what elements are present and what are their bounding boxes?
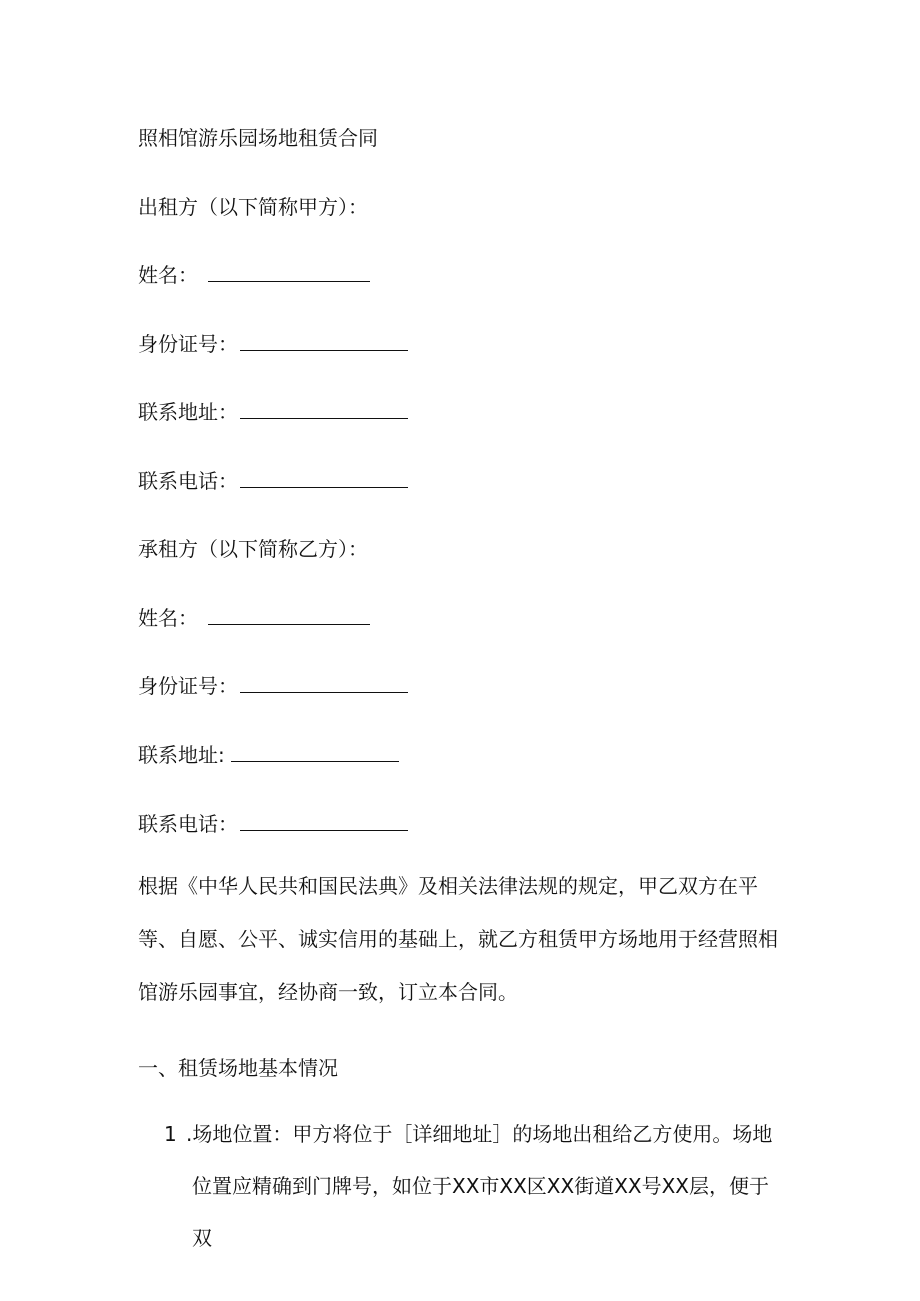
intro-paragraph — [138, 860, 788, 1019]
lessee-phone-blank[interactable] — [240, 812, 408, 831]
intro-line: 根据《中华人民共和国民法典》及相关法律法规的规定，甲乙双方在平 — [138, 874, 758, 898]
lessor-id-label: 身份证号： — [138, 332, 238, 356]
lessor-phone-blank[interactable] — [240, 469, 408, 488]
lessor-id-blank[interactable] — [240, 332, 408, 351]
lessee-address-row — [138, 741, 399, 769]
lessee-id-label: 身份证号： — [138, 674, 238, 698]
lessor-phone-label: 联系电话： — [138, 469, 238, 493]
lessor-name-row — [138, 261, 370, 289]
section-heading: 一、租赁场地基本情况 — [138, 1056, 338, 1080]
item-number: 1 — [164, 1122, 177, 1146]
lessor-phone-row — [138, 467, 408, 495]
lessor-address-blank[interactable] — [240, 400, 408, 419]
lessor-name-blank[interactable] — [208, 263, 370, 282]
intro-line: 馆游乐园事宜，经协商一致，订立本合同。 — [138, 980, 518, 1004]
lessee-address-blank[interactable] — [231, 743, 399, 762]
lessee-id-row — [138, 672, 408, 700]
intro-line: 等、自愿、公平、诚实信用的基础上，就乙方租赁甲方场地用于经营照相 — [138, 927, 778, 951]
lessor-address-label: 联系地址： — [138, 400, 238, 424]
lessor-name-label: 姓名： — [138, 263, 198, 287]
lessee-phone-row — [138, 810, 408, 838]
lessee-id-blank[interactable] — [240, 674, 408, 693]
item-line: .场地位置：甲方将位于［详细地址］的场地出租给乙方使用。场地 — [186, 1122, 773, 1146]
lessee-heading: 承租方（以下简称乙方）： — [138, 537, 368, 561]
lessor-address-row — [138, 398, 408, 426]
lessor-id-row — [138, 330, 408, 358]
lessor-heading: 出租方（以下简称甲方）： — [138, 195, 368, 219]
item-line: 位置应精确到门牌号，如位于XX市XX区XX街道XX号XX层，便于双 — [192, 1174, 770, 1250]
lessee-address-label: 联系地址: — [138, 743, 225, 767]
lessee-name-blank[interactable] — [208, 606, 370, 625]
lessee-phone-label: 联系电话： — [138, 812, 238, 836]
item-paragraph — [186, 1108, 786, 1264]
lessee-name-row — [138, 604, 370, 632]
document-title: 照相馆游乐园场地租赁合同 — [138, 126, 378, 150]
lessee-name-label: 姓名： — [138, 606, 198, 630]
